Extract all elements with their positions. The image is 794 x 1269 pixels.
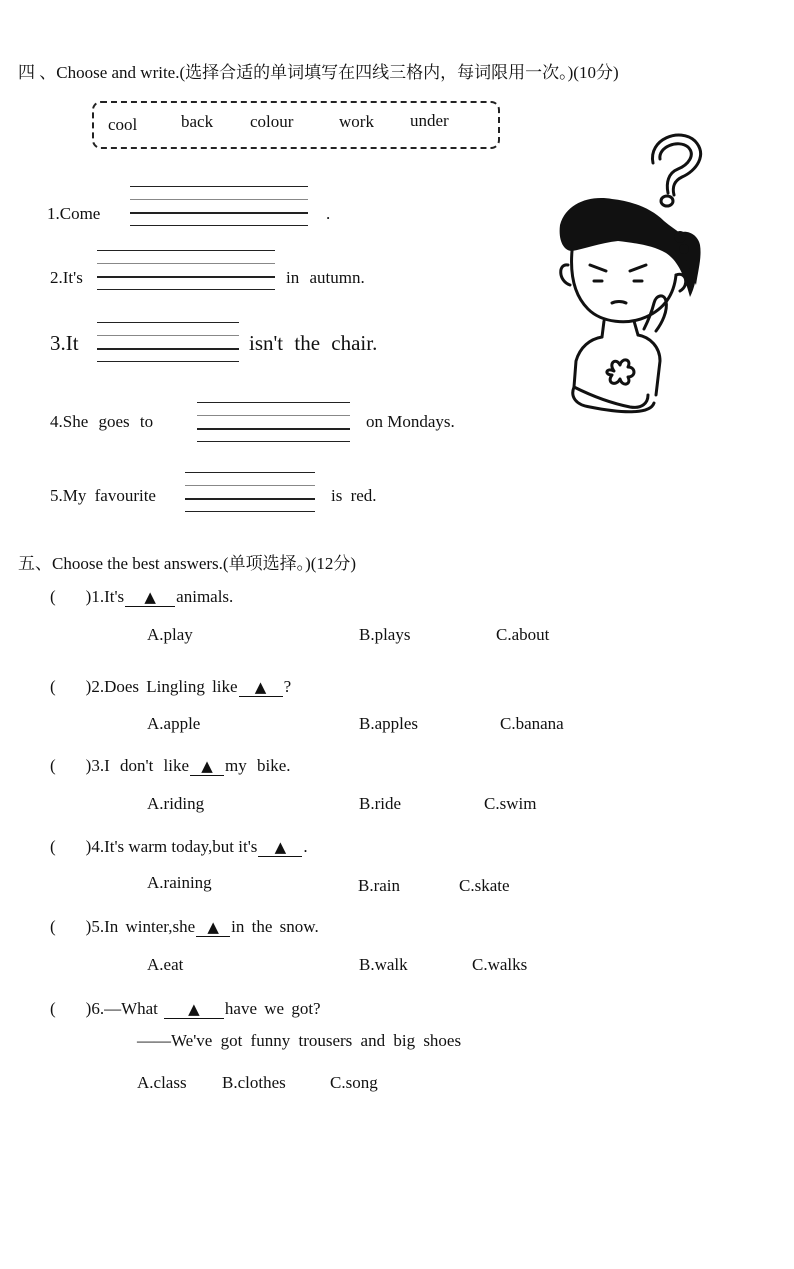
answer-bracket-close: ) <box>85 837 92 856</box>
word-bank-item: colour <box>250 112 294 131</box>
four-line-writing-field-4[interactable] <box>197 402 350 442</box>
option-b[interactable]: B.rain <box>358 876 401 895</box>
answer-bracket-close: ) <box>85 677 92 696</box>
option-a[interactable]: A.riding <box>147 794 205 813</box>
answer-bracket-close: ) <box>85 999 92 1018</box>
option-b[interactable]: B.clothes <box>222 1073 286 1092</box>
fill-item-3-prefix: 3.It <box>50 331 79 355</box>
question-stem: 2.Does Lingling like <box>91 677 238 696</box>
blank-triangle-icon: ▲ <box>188 1000 200 1018</box>
question-stem: 3.I don't like <box>91 756 190 775</box>
question-stem-end: have we got? <box>224 999 321 1018</box>
fill-item-3-suffix: isn't the chair. <box>249 331 378 355</box>
fill-item-5-prefix: 5.My favourite <box>50 486 156 505</box>
answer-bracket-open[interactable]: ( <box>50 999 56 1018</box>
question-blank <box>190 757 224 776</box>
option-a[interactable]: A.raining <box>147 873 212 892</box>
question-blank <box>239 678 283 697</box>
question-stem-end: my bike. <box>225 756 291 775</box>
option-a[interactable]: A.play <box>147 625 193 644</box>
question-stem-end: . <box>303 837 308 856</box>
thinking-girl-icon <box>550 125 710 417</box>
question-stem: 4.It's warm today,but it's <box>91 837 258 856</box>
question-stem: 1.It's <box>91 587 125 606</box>
option-b[interactable]: B.walk <box>359 955 408 974</box>
blank-triangle-icon: ▲ <box>274 838 287 856</box>
mc-question-1 <box>50 587 233 607</box>
question-blank <box>258 838 302 857</box>
blank-triangle-icon: ▲ <box>254 678 267 696</box>
option-c[interactable]: C.banana <box>500 714 564 733</box>
answer-bracket-open[interactable]: ( <box>50 837 56 856</box>
option-c[interactable]: C.skate <box>459 876 510 895</box>
mc-question-2 <box>50 677 291 697</box>
fill-item-4-suffix: on Mondays. <box>366 412 455 431</box>
mc-question-5 <box>50 917 319 937</box>
mc-question-4 <box>50 837 308 857</box>
four-line-writing-field-1[interactable] <box>130 186 308 226</box>
blank-triangle-icon: ▲ <box>207 918 219 936</box>
answer-bracket-open[interactable]: ( <box>50 587 56 606</box>
option-c[interactable]: C.walks <box>472 955 528 974</box>
four-line-writing-field-3[interactable] <box>97 322 239 362</box>
question-stem: 6.—What <box>91 999 158 1018</box>
question-blank <box>125 588 175 607</box>
blank-triangle-icon: ▲ <box>201 757 213 775</box>
fill-item-1-suffix: . <box>326 204 331 223</box>
word-bank-item: under <box>410 111 449 130</box>
option-b[interactable]: B.plays <box>359 625 411 644</box>
word-bank-box <box>92 101 500 149</box>
question-stem-end: in the snow. <box>231 917 319 936</box>
word-bank-item: cool <box>108 115 138 134</box>
question-6-reply: ——We've got funny trousers and big shoes <box>137 1031 462 1050</box>
fill-item-4-prefix: 4.She goes to <box>50 412 154 431</box>
option-b[interactable]: B.apples <box>359 714 419 733</box>
section-5-heading: 五、Choose the best answers.(单项选择。)(12分) <box>18 554 357 573</box>
section-4-heading: 四 、Choose and write.(选择合适的单词填写在四线三格内，每词限用一次。)(10分) <box>18 63 619 82</box>
mc-question-6 <box>50 999 321 1019</box>
option-a[interactable]: A.class <box>137 1073 187 1092</box>
answer-bracket-close: ) <box>85 756 92 775</box>
question-blank <box>164 1000 224 1019</box>
option-b[interactable]: B.ride <box>359 794 402 813</box>
option-c[interactable]: C.about <box>496 625 550 644</box>
answer-bracket-close: ) <box>85 587 92 606</box>
question-stem: 5.In winter,she <box>91 917 196 936</box>
word-bank-item: work <box>339 112 374 131</box>
option-c[interactable]: C.swim <box>484 794 537 813</box>
answer-bracket-open[interactable]: ( <box>50 917 56 936</box>
answer-bracket-close: ) <box>85 917 92 936</box>
fill-item-5-suffix: is red. <box>331 486 377 505</box>
question-stem-end: animals. <box>176 587 234 606</box>
option-a[interactable]: A.eat <box>147 955 184 974</box>
option-c[interactable]: C.song <box>330 1073 378 1092</box>
question-stem-end: ? <box>283 677 292 696</box>
question-blank <box>196 918 230 937</box>
fill-item-1-prefix: 1.Come <box>47 204 101 223</box>
answer-bracket-open[interactable]: ( <box>50 756 56 775</box>
four-line-writing-field-2[interactable] <box>97 250 275 290</box>
four-line-writing-field-5[interactable] <box>185 472 315 512</box>
option-a[interactable]: A.apple <box>147 714 201 733</box>
fill-item-2-prefix: 2.It's <box>50 268 83 287</box>
fill-item-2-suffix: in autumn. <box>286 268 365 287</box>
blank-triangle-icon: ▲ <box>144 588 156 606</box>
word-bank-item: back <box>181 112 214 131</box>
mc-question-3 <box>50 756 291 776</box>
answer-bracket-open[interactable]: ( <box>50 677 56 696</box>
